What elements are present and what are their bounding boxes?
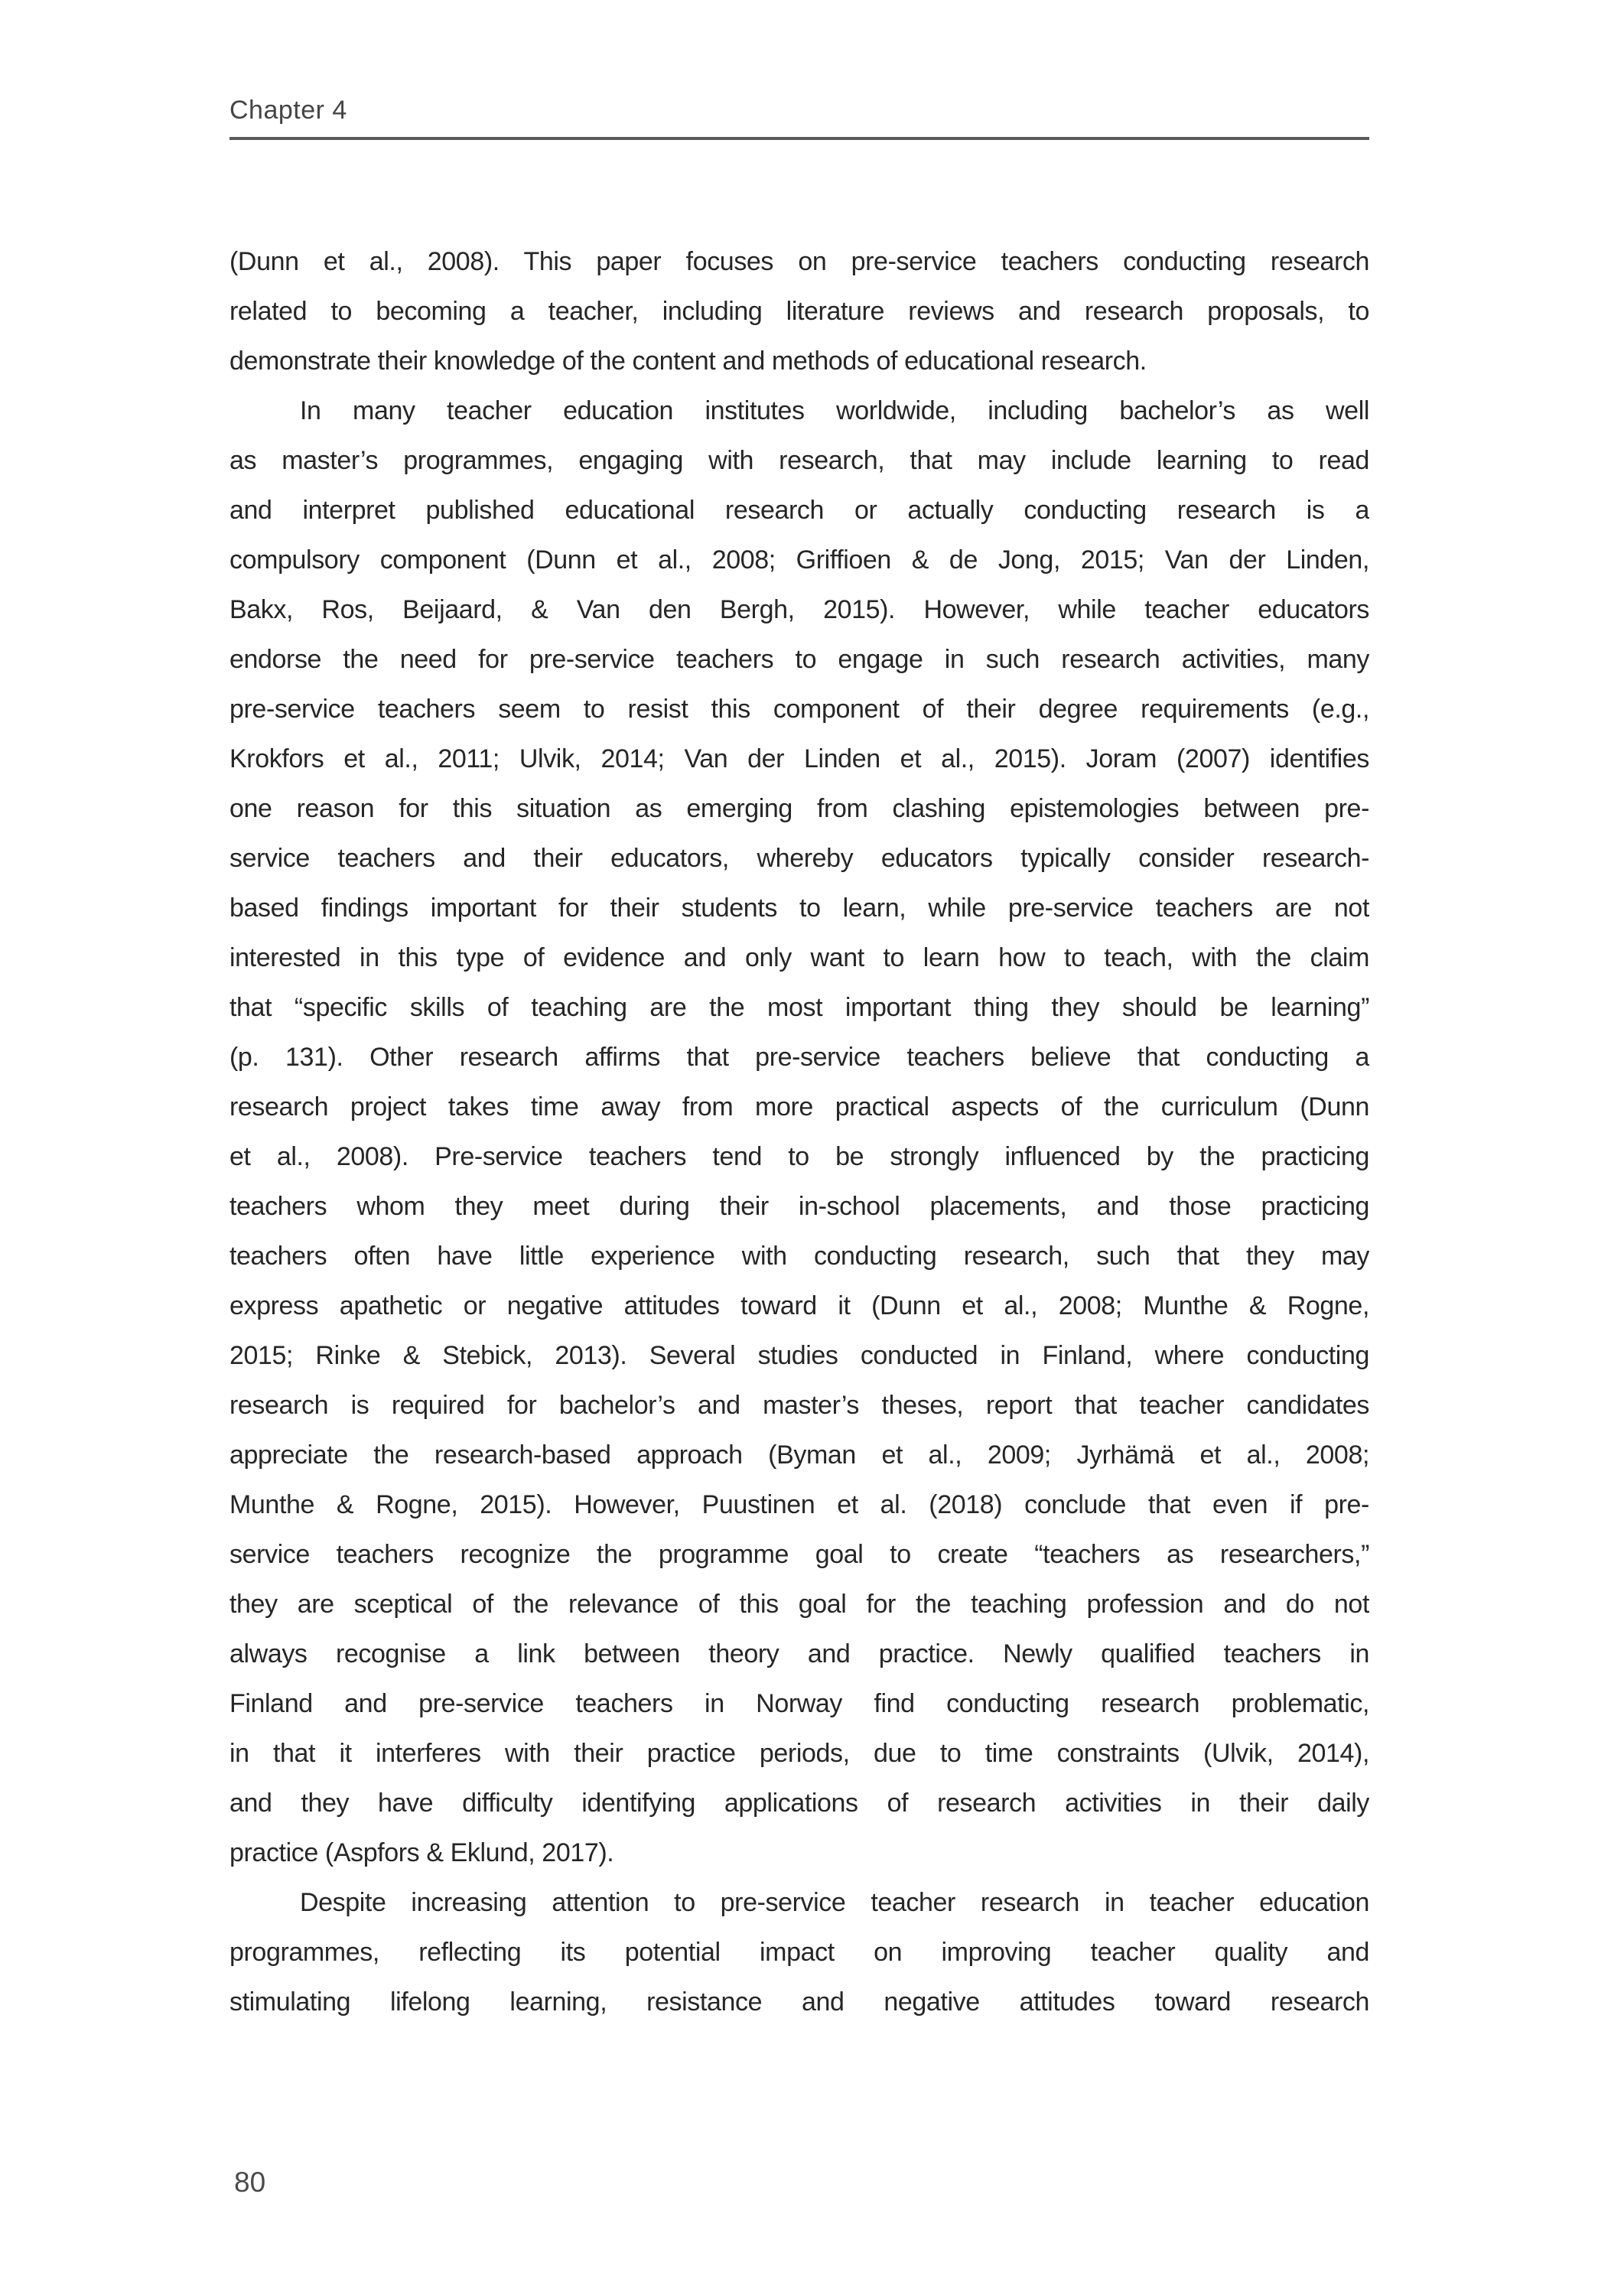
paragraph	[229, 1878, 1369, 2027]
text-line: one reason for this situation as emerging from clashing epistemologies between pre-	[229, 794, 1369, 823]
text-line: express apathetic or negative attitudes toward it (Dunn et al., 2008; Munthe & Rogne,	[229, 1291, 1369, 1320]
text-line: related to becoming a teacher, including literature reviews and research proposals, to	[229, 297, 1369, 326]
text-line: Munthe & Rogne, 2015). However, Puustinen et al. (2018) conclude that even if pre-	[229, 1490, 1369, 1519]
text-line: Finland and pre-service teachers in Norway find conducting research problematic,	[229, 1689, 1369, 1718]
paragraph	[229, 386, 1369, 1878]
text-line: in that it interferes with their practice periods, due to time constraints (Ulvik, 2014),	[229, 1739, 1369, 1768]
text-line: research project takes time away from more practical aspects of the curriculum (Dunn	[229, 1092, 1369, 1121]
chapter-header-label: Chapter 4	[229, 96, 347, 125]
text-line: (p. 131). Other research affirms that pre-service teachers believe that conducting a	[229, 1043, 1369, 1072]
text-line: stimulating lifelong learning, resistance and negative attitudes toward research	[229, 1987, 1369, 2017]
text-line: Krokfors et al., 2011; Ulvik, 2014; Van der Linden et al., 2015). Joram (2007) identifies	[229, 744, 1369, 773]
text-line: demonstrate their knowledge of the content and methods of educational research.	[229, 347, 1147, 376]
header-rule	[229, 137, 1369, 140]
text-line: programmes, reflecting its potential impact on improving teacher quality and	[229, 1938, 1369, 1967]
text-line: endorse the need for pre-service teachers to engage in such research activities, many	[229, 645, 1369, 674]
text-line: and interpret published educational research or actually conducting research is a	[229, 496, 1369, 525]
text-line: that “specific skills of teaching are the most important thing they should be learning”	[229, 993, 1369, 1022]
paragraph	[229, 237, 1369, 386]
text-line: et al., 2008). Pre-service teachers tend to be strongly influenced by the practicing	[229, 1142, 1369, 1171]
text-line: pre-service teachers seem to resist this component of their degree requirements (e.g.,	[229, 695, 1369, 724]
page-number: 80	[234, 2166, 266, 2198]
text-line: service teachers recognize the programme goal to create “teachers as researchers,”	[229, 1540, 1369, 1569]
text-line: they are sceptical of the relevance of this goal for the teaching profession and do not	[229, 1590, 1369, 1619]
text-line: research is required for bachelor’s and master’s theses, report that teacher candidates	[229, 1391, 1369, 1420]
text-line: (Dunn et al., 2008). This paper focuses on pre-service teachers conducting research	[229, 247, 1369, 276]
text-line: practice (Aspfors & Eklund, 2017).	[229, 1838, 614, 1867]
text-line: interested in this type of evidence and only want to learn how to teach, with the claim	[229, 943, 1369, 972]
text-line: teachers whom they meet during their in-school placements, and those practicing	[229, 1192, 1369, 1221]
text-line: service teachers and their educators, whereby educators typically consider research-	[229, 844, 1369, 873]
text-line: as master’s programmes, engaging with research, that may include learning to read	[229, 446, 1369, 475]
text-line: Bakx, Ros, Beijaard, & Van den Bergh, 2015). However, while teacher educators	[229, 595, 1369, 624]
text-line: based findings important for their students to learn, while pre-service teachers are not	[229, 894, 1369, 923]
text-line: always recognise a link between theory and practice. Newly qualified teachers in	[229, 1639, 1369, 1668]
body-text	[229, 237, 1369, 2027]
text-line: appreciate the research-based approach (Byman et al., 2009; Jyrhämä et al., 2008;	[229, 1440, 1369, 1470]
text-line: and they have difficulty identifying applications of research activities in their daily	[229, 1789, 1369, 1818]
text-line: 2015; Rinke & Stebick, 2013). Several studies conducted in Finland, where conducting	[229, 1341, 1369, 1370]
text-line: Despite increasing attention to pre-service teacher research in teacher education	[300, 1888, 1369, 1917]
text-line: compulsory component (Dunn et al., 2008; Griffioen & de Jong, 2015; Van der Linden,	[229, 545, 1369, 575]
text-line: In many teacher education institutes worldwide, including bachelor’s as well	[300, 396, 1369, 425]
text-line: teachers often have little experience with conducting research, such that they may	[229, 1242, 1369, 1271]
